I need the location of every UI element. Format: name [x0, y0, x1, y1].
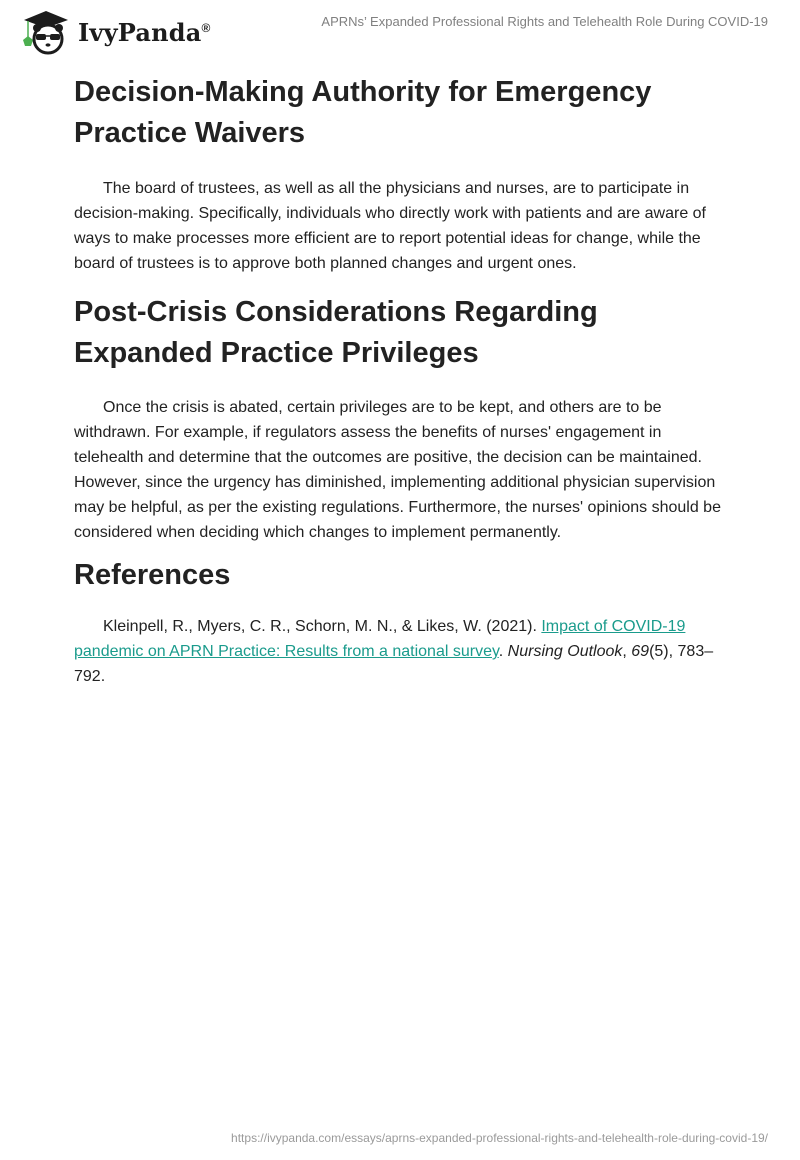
reference-volume: 69: [631, 643, 650, 660]
page-header: [0, 0, 800, 70]
reference-journal: Nursing Outlook: [507, 643, 623, 660]
section-heading-references: References: [74, 559, 231, 591]
panda-graduation-cap-icon: [18, 8, 74, 56]
reference-issue-pages: (5), 783–792.: [74, 643, 714, 685]
running-title: APRNs’ Expanded Professional Rights and Telehealth Role During COVID-19: [321, 14, 768, 29]
ivypanda-logo[interactable]: [18, 8, 211, 56]
reference-punctuation: ,: [622, 643, 632, 660]
reference-link[interactable]: Impact of COVID-19 pandemic on APRN Practice: Results from a national survey: [74, 618, 686, 660]
document-body: [74, 72, 724, 689]
section-heading-post-crisis: Post-Crisis Considerations Regarding Expanded Practice Privileges: [74, 296, 598, 369]
section-paragraph-decision-making: The board of trustees, as well as all the physicians and nurses, are to participate in decision-making. Specifically, individuals who directly work with patients and are aware of ways to make processes more efficient are to report potential ideas for change, while the board of trustees is to approve both planned changes and urgent ones.: [74, 180, 706, 272]
reference-entry: [74, 614, 724, 689]
section-paragraph-post-crisis: Once the crisis is abated, certain privileges are to be kept, and others are to be withdrawn. For example, if regulators assess the benefits of nurses' engagement in telehealth and determine that the outcomes are positive, the decision can be maintained. However, since the urgency has diminished, implementing additional physician supervision may be helpful, as per the existing regulations. Furthermore, the nurses' opinions should be considered when deciding which changes to implement permanently.: [74, 399, 721, 541]
reference-authors: Kleinpell, R., Myers, C. R., Schorn, M. N., & Likes, W. (2021).: [103, 618, 542, 635]
logo-wordmark: IvyPanda®: [78, 17, 211, 47]
footer-url: https://ivypanda.com/essays/aprns-expanded-professional-rights-and-telehealth-role-during-covid-19/: [231, 1131, 768, 1145]
reference-punctuation: .: [498, 643, 508, 660]
section-heading-decision-making: Decision-Making Authority for Emergency Practice Waivers: [74, 76, 652, 149]
